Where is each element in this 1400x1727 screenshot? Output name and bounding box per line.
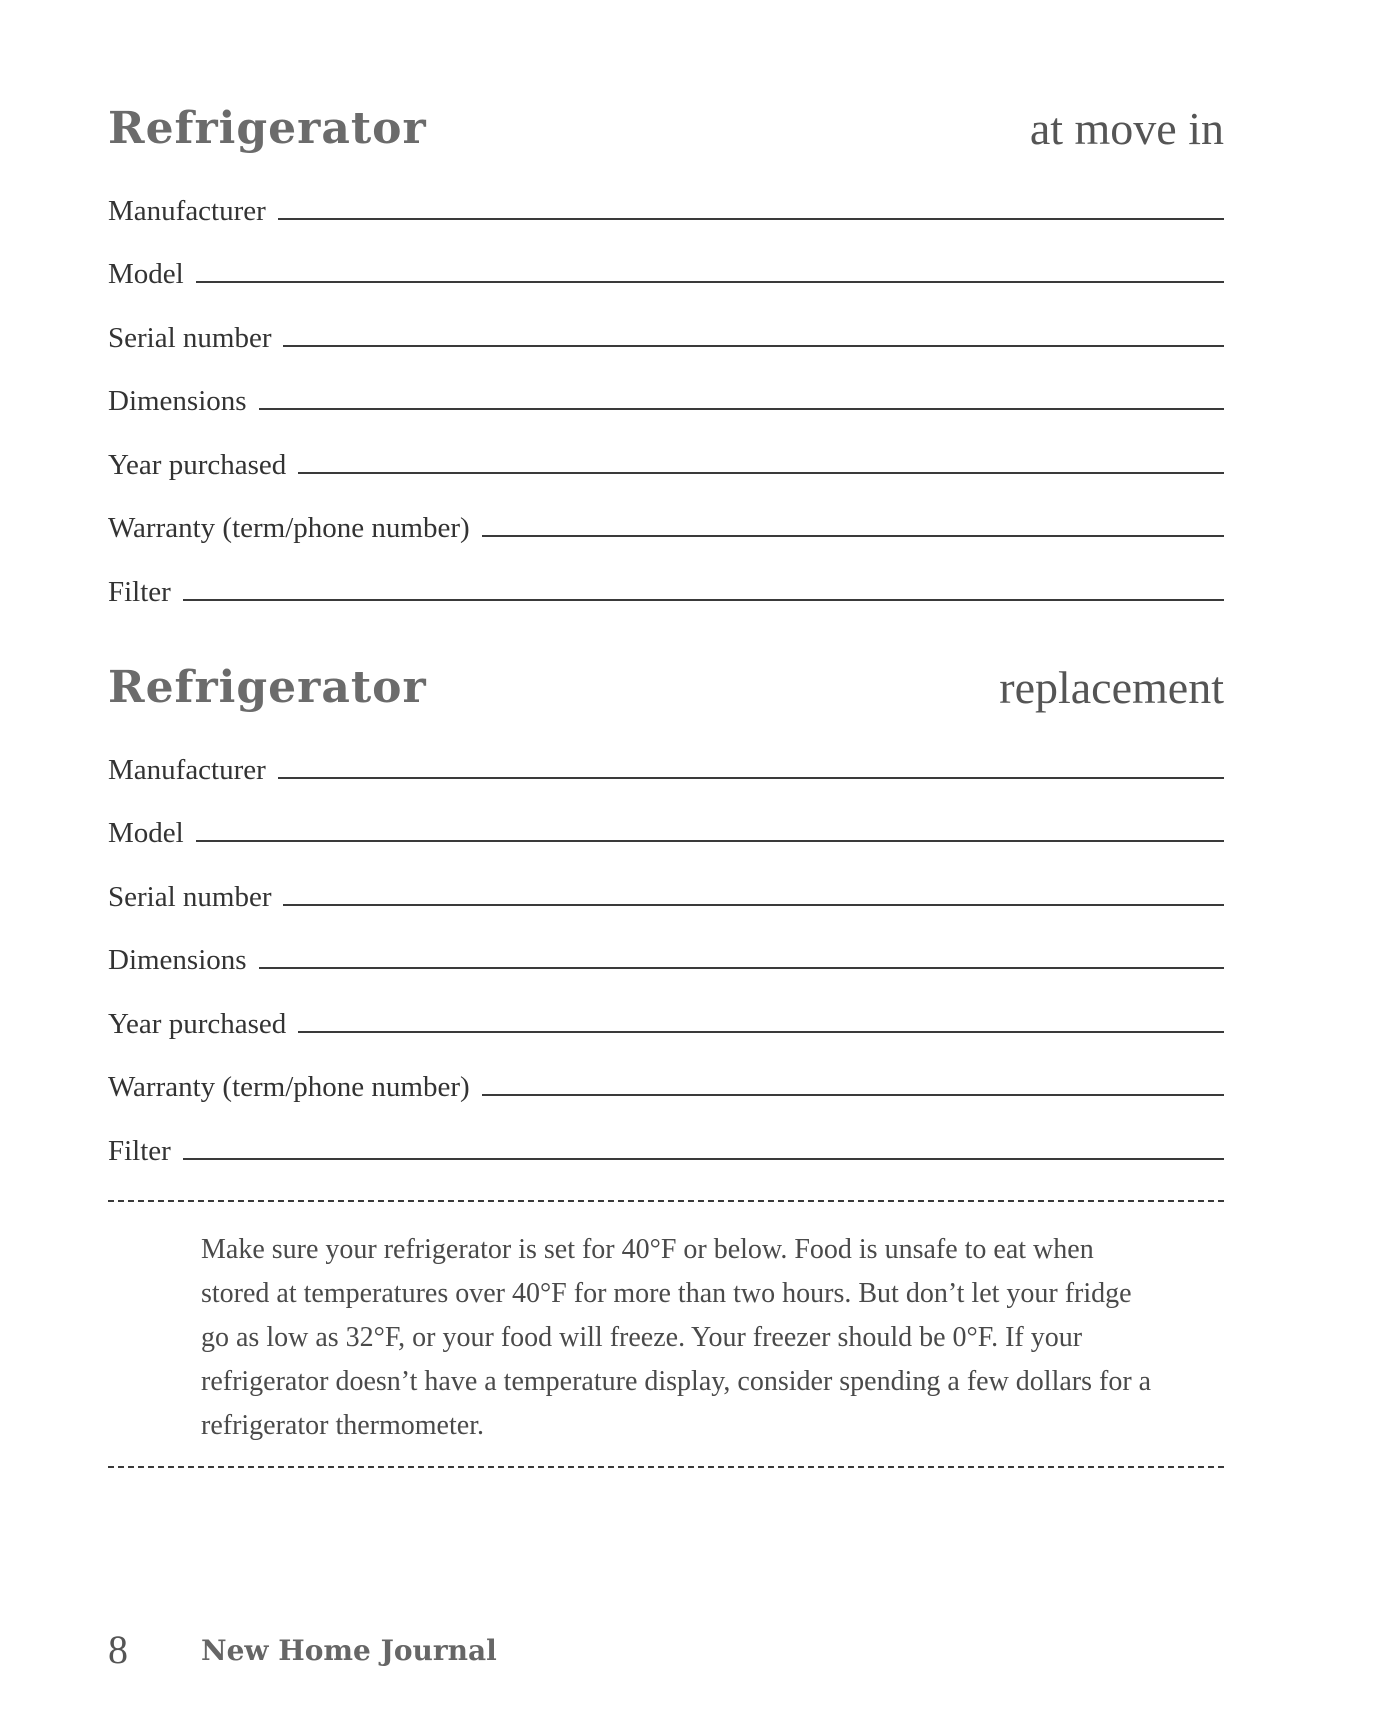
tip-note-box	[108, 1200, 1224, 1468]
field-label: Year purchased	[108, 1007, 287, 1040]
form-field-year-purchased	[108, 977, 1224, 1041]
form-field-warranty	[108, 1041, 1224, 1105]
write-in-line[interactable]	[196, 281, 1224, 283]
field-label: Warranty (term/phone number)	[108, 512, 470, 544]
form-field-dimensions	[108, 355, 1224, 419]
field-label: Serial number	[108, 321, 272, 354]
section-subtitle: at move in	[1029, 103, 1224, 154]
write-in-line[interactable]	[259, 967, 1224, 969]
field-label: Serial number	[108, 880, 272, 913]
field-label: Manufacturer	[108, 194, 266, 227]
write-in-line[interactable]	[259, 408, 1224, 410]
section-replacement	[108, 653, 1224, 1168]
write-in-line[interactable]	[183, 1158, 1224, 1160]
field-label: Filter	[108, 1134, 171, 1167]
dashed-divider-top	[108, 1200, 1224, 1202]
form-field-manufacturer	[108, 723, 1224, 787]
form-field-manufacturer	[108, 164, 1224, 228]
form-field-serial-number	[108, 850, 1224, 914]
write-in-line[interactable]	[283, 904, 1224, 906]
form-field-filter	[108, 1104, 1224, 1168]
journal-name: New Home Journal	[201, 1634, 497, 1667]
section-title: Refrigerator	[108, 662, 427, 713]
form-field-serial-number	[108, 291, 1224, 355]
field-label: Model	[108, 817, 184, 849]
page-number: 8	[108, 1627, 128, 1672]
page-footer	[108, 1620, 808, 1680]
section-header	[108, 94, 1224, 164]
form-field-year-purchased	[108, 418, 1224, 482]
field-label: Dimensions	[108, 385, 247, 417]
form-field-model	[108, 228, 1224, 292]
field-label: Filter	[108, 575, 171, 608]
write-in-line[interactable]	[298, 1031, 1224, 1033]
form-field-warranty	[108, 482, 1224, 546]
section-subtitle: replacement	[999, 662, 1224, 713]
section-header	[108, 653, 1224, 723]
form-field-filter	[108, 545, 1224, 609]
write-in-line[interactable]	[196, 840, 1224, 842]
field-label: Year purchased	[108, 448, 287, 481]
write-in-line[interactable]	[482, 1094, 1224, 1096]
field-label: Warranty (term/phone number)	[108, 1071, 470, 1103]
write-in-line[interactable]	[278, 777, 1224, 779]
field-label: Model	[108, 258, 184, 290]
field-label: Dimensions	[108, 944, 247, 976]
write-in-line[interactable]	[298, 472, 1224, 474]
write-in-line[interactable]	[283, 345, 1224, 347]
section-title: Refrigerator	[108, 103, 427, 154]
field-label: Manufacturer	[108, 753, 266, 786]
form-field-model	[108, 787, 1224, 851]
write-in-line[interactable]	[278, 218, 1224, 220]
section-at-move-in	[108, 94, 1224, 609]
form-field-dimensions	[108, 914, 1224, 978]
write-in-line[interactable]	[482, 535, 1224, 537]
dashed-divider-bottom	[108, 1466, 1224, 1468]
tip-note-text: Make sure your refrigerator is set for 40°F or below. Food is unsafe to eat when stored at temperatures over 40°F for more than two hours. But don’t let your fridge go as low as 32°F, or your food will freeze. Your freezer should be 0°F. If your refrigerator doesn’t have a temperature display, consider spending a few dollars for a refrigerator thermometer.	[201, 1234, 1152, 1441]
write-in-line[interactable]	[183, 599, 1224, 601]
